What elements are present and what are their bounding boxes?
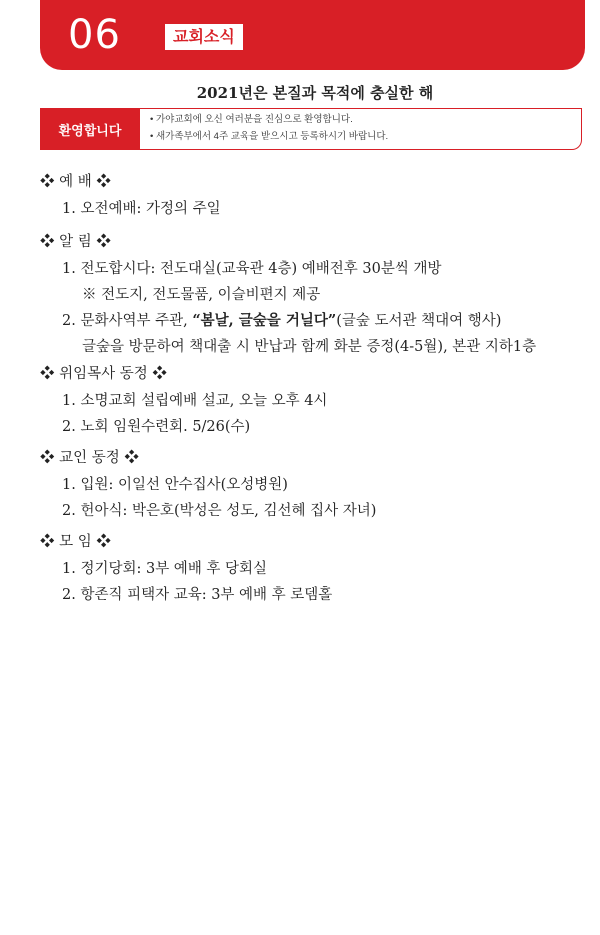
- section-heading: ❖ 예 배 ❖: [40, 174, 111, 190]
- list-item: 2. 노회 임원수련회. 5/26(수): [62, 419, 251, 435]
- welcome-label: 환영합니다: [40, 108, 140, 150]
- section-number: 06: [68, 12, 121, 58]
- list-item: 2. 헌아식: 박은호(박성은 성도, 김선혜 집사 자녀): [62, 503, 377, 519]
- welcome-line: • 가야교회에 오신 여러분을 진심으로 환영합니다.: [150, 114, 353, 125]
- list-item: [40, 308, 536, 334]
- section-heading: ❖ 교인 동정 ❖: [40, 450, 139, 466]
- section-title: 교회소식: [165, 24, 243, 50]
- section-heading: ❖ 모 임 ❖: [40, 534, 111, 550]
- section-meetings: [40, 528, 332, 608]
- list-item: 1. 전도합시다: 전도대실(교육관 4층) 예배전후 30분씩 개방: [62, 261, 442, 277]
- section-worship: [40, 168, 221, 222]
- section-heading: ❖ 알 림 ❖: [40, 234, 111, 250]
- item-text: (글숲 도서관 책대여 행사): [336, 313, 502, 329]
- section-notice: [40, 228, 536, 360]
- welcome-line: • 새가족부에서 4주 교육을 받으시고 등록하시기 바랍니다.: [150, 131, 389, 142]
- list-item: 1. 정기당회: 3부 예배 후 당회실: [62, 561, 268, 577]
- list-item: 2. 항존직 피택자 교육: 3부 예배 후 로뎀홀: [62, 587, 333, 603]
- list-subitem: ※ 전도지, 전도물품, 이슬비편지 제공: [82, 287, 321, 303]
- list-item-continuation: 글숲을 방문하여 책대출 시 반납과 함께 화분 증정(4-5월), 본관 지하1층: [82, 339, 537, 355]
- header-banner: [40, 0, 585, 70]
- item-text: 2. 문화사역부 주관,: [62, 313, 193, 329]
- section-members: [40, 444, 376, 524]
- section-pastor: [40, 360, 327, 440]
- page-subtitle: 2021년은 본질과 목적에 충실한 해: [196, 84, 434, 102]
- welcome-box: [40, 108, 585, 150]
- event-title: “봄날, 글숲을 거닐다”: [192, 312, 337, 329]
- list-item: 1. 입원: 이일선 안수집사(오성병원): [62, 477, 288, 493]
- welcome-text: [140, 108, 582, 150]
- list-item: 1. 오전예배: 가정의 주일: [62, 201, 221, 217]
- section-heading: ❖ 위임목사 동정 ❖: [40, 366, 167, 382]
- list-item: 1. 소명교회 설립예배 설교, 오늘 오후 4시: [62, 393, 328, 409]
